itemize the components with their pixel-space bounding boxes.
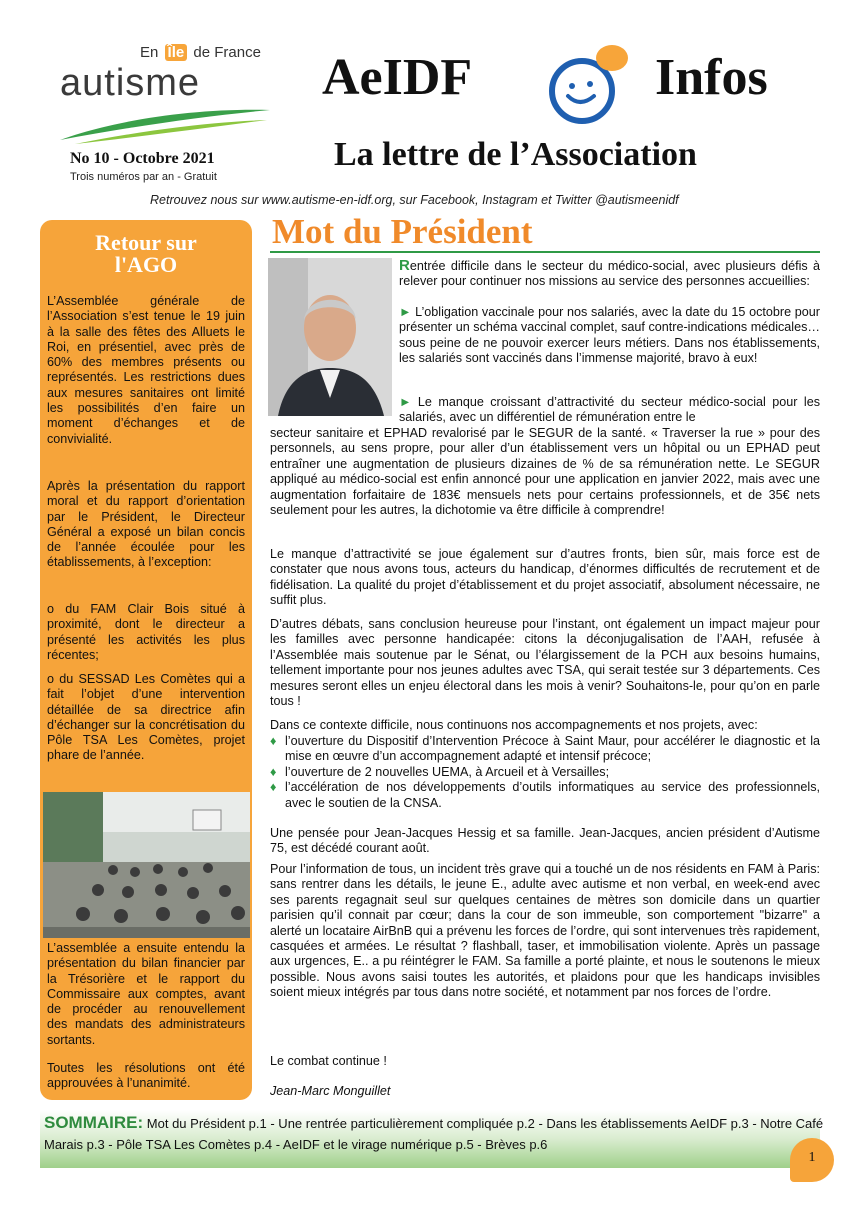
arrow-bullet-icon: ► <box>399 395 418 409</box>
page-number: 1 <box>808 1150 816 1165</box>
issue-number: No 10 - Octobre 2021 <box>70 150 215 167</box>
logo-swoosh-icon <box>55 100 275 145</box>
diamond-bullet-icon: ♦ <box>270 780 277 795</box>
logo-en-text: En <box>140 44 159 61</box>
sidebar-title <box>40 232 252 276</box>
logo-ile-badge: Île <box>165 44 188 61</box>
article-paragraph: Une pensée pour Jean-Jacques Hessig et sa famille. Jean-Jacques, ancien président d’Autisme 75, est décédé courant août. <box>270 826 820 856</box>
article-paragraph: Pour l’information de tous, un incident très grave qui a touché un de nos résidents en FAM à Paris: sans rentrer dans les détails, le jeune E., adulte avec autisme et non verbal, en week-end avec ses parents regagnait seul sur quelques centaines de mètres son domicile dans un quartier parisien qu’il connait par cœur; dans la cour de son immeuble, son comportement "bizarre" a alerté un locataire AirBnB qui a prévenu les forces de l’ordre, qui sont intervenues très rapidement, casquées et armées. Le résultat ? flashball, taser, et immobilisation violente. Après un passage aux urgences, E.. a pu réintégrer le FAM. Sa famille a porté plainte, et nous le soutenons le mieux possible. Nous avons saisi toutes les autorités, et plaidons pour que les handicaps invisibles soient mieux intégrés par tous dans notre société, et notamment par nos forces de l’ordre. <box>270 862 820 1000</box>
article-paragraph <box>399 395 820 426</box>
article-paragraph: D’autres débats, sans conclusion heureuse pour l’instant, ont également un impact majeur pour les familles avec personne handicapée: citons la déconjugalisation de l’AAH, refusée à l’Assemblée mais soutenue par le Sénat, ou l’élargissement de la PCH aux besoins humains, tellement importante pour nos jeunes adultes avec TSA, qui serait testée sur 3 départements. Ces mesures seront elles un enjeu électoral dans les mois à venir? Souhaitons-le, pour qu’on en parle tous ! <box>270 617 820 709</box>
sidebar-paragraph: o du FAM Clair Bois situé à proximité, dont le directeur a présenté les activités les plus récentes; <box>47 602 245 662</box>
newsletter-subtitle: La lettre de l’Association <box>334 136 697 173</box>
article-paragraph: Le manque d’attractivité se joue également sur d’autres fronts, bien sûr, mais force est de constater que nous avons tous, acteurs du handicap, d’énormes difficultés de recrutement et de fidélisation. La qualité du projet d’établissement et du projet associatif, absolument nécessaire, ne suffit plus. <box>270 547 820 608</box>
article-text: L’obligation vaccinale pour nos salariés, avec la date du 15 octobre pour présenter un schéma vaccinal complet, sauf contre-indications médicales…sous peine de ne pouvoir exercer leurs métiers. Dans nos établissements, les salariés sont vaccinés dans l’immense majorité, bravo à eux! <box>399 305 820 366</box>
newsletter-title: AeIDF <box>322 49 473 106</box>
sidebar-title-line2: l'AGO <box>114 252 178 277</box>
article-paragraph: secteur sanitaire et EPHAD revalorisé par le SEGUR de la santé. « Traverser la rue » pour des personnels, au sens propre, pour aller d’un établissement vers un hôpital ou un EPHAD peut entraîner une augmentation de plusieurs dizaines de % de sa rémunération nette. Le SEGUR appliqué au médico-social est enfin annoncé pour une application en janvier 2022, mais avec une augmentation forfaitaire de 183€ mensuels nets pour certains professionnels, et de 35€ nets seulement pour les autres, la dichotomie va être difficile à comprendre! <box>270 426 820 518</box>
smiley-logo-icon <box>540 36 640 126</box>
dropcap: R <box>399 257 410 274</box>
sidebar-title-line1: Retour sur <box>95 230 197 255</box>
sommaire-items: Mot du Président p.1 - Une rentrée particulièrement compliquée p.2 - Dans les établissements AeIDF p.3 - Notre Café Marais p.3 - Pôle TSA Les Comètes p.4 - AeIDF et le virage numérique p.5 - Brèves p.6 <box>44 1116 824 1152</box>
sommaire-text <box>44 1112 824 1155</box>
article-text: entrée difficile dans le secteur du médico-social, avec plusieurs défis à relever pour continuer nos missions au service des personnes accueillies: <box>399 259 820 289</box>
list-item: ♦ l’ouverture du Dispositif d’Intervention Précoce à Saint Maur, pour accélérer le diagnostic et la mise en œuvre d’un accompagnement adapté et intensif précoce; <box>270 734 820 764</box>
closing-line: Le combat continue ! <box>270 1054 387 1068</box>
article-text: Le manque croissant d’attractivité du secteur médico-social pour les salariés, avec un différentiel de rémunération entre le <box>399 395 820 425</box>
sidebar-paragraph: o du SESSAD Les Comètes qui a fait l’objet d’une intervention détaillée de sa directrice afin d’échanger sur la concrétisation du Pôle TSA Les Comètes, projet phare de l’année. <box>47 672 245 763</box>
list-item: ♦ l’accélération de nos développements d’outils informatiques au service des professionnels, avec le soutien de la CNSA. <box>270 780 820 810</box>
article-paragraph <box>399 305 820 367</box>
issue-frequency: Trois numéros par an - Gratuit <box>70 171 217 183</box>
social-links-line: Retrouvez nous sur www.autisme-en-idf.org, sur Facebook, Instagram et Twitter @autismeenidf <box>150 193 679 207</box>
list-item: ♦ l’ouverture de 2 nouvelles UEMA, à Arcueil et à Versailles; <box>270 764 610 779</box>
logo-region-label <box>140 44 261 61</box>
newsletter-title-infos: Infos <box>655 49 768 106</box>
president-portrait <box>268 258 392 416</box>
logo-autisme-text: autisme <box>60 62 201 104</box>
sidebar-paragraph: L’Assemblée générale de l’Association s’est tenue le 19 juin à la salle des fêtes des Alluets le Roi, en présentiel, avec près de 60% des membres présents ou représentés. Les restrictions dues aux mesures sanitaires ont limité les possibilités d’en faire un moment d’échanges et de convivialité. <box>47 294 245 446</box>
ago-meeting-photo <box>43 792 250 938</box>
article-paragraph: Dans ce contexte difficile, nous continuons nos accompagnements et nos projets, avec: <box>270 718 758 732</box>
article-paragraph <box>399 258 820 290</box>
article-title: Mot du Président <box>272 212 533 251</box>
sidebar-paragraph: L’assemblée a ensuite entendu la présentation du bilan financier par la Trésorière et le rapport du Commissaire aux comptes, avant de procéder au renouvellement des mandats des administrateurs sortants. <box>47 941 245 1047</box>
project-list <box>270 734 820 811</box>
sommaire-label: SOMMAIRE: <box>44 1113 144 1132</box>
sidebar-paragraph: Toutes les résolutions ont été approuvées à l’unanimité. <box>47 1061 245 1091</box>
diamond-bullet-icon: ♦ <box>270 734 277 748</box>
signature: Jean-Marc Monguillet <box>270 1084 391 1098</box>
logo-de-france-text: de France <box>193 44 261 61</box>
arrow-bullet-icon: ► <box>399 305 416 319</box>
sidebar-paragraph: Après la présentation du rapport moral et du rapport d’orientation par le Président, le Directeur Général a exposé un bilan concis de l’année écoulée pour les établissements, à l’exception: <box>47 479 245 570</box>
diamond-bullet-icon: ♦ <box>270 764 277 779</box>
title-divider <box>270 251 820 253</box>
